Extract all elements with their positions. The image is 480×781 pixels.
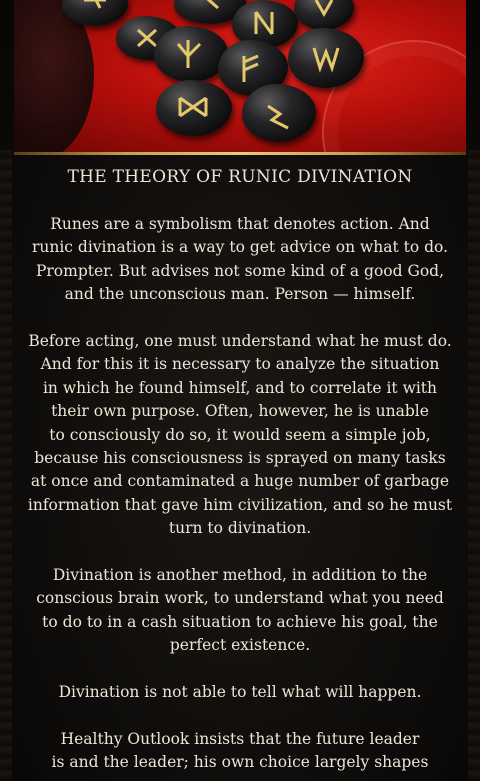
text-line: their own purpose. Often, however, he is unable — [51, 402, 429, 421]
text-line: turn to divination. — [168, 519, 312, 538]
text-line: Before acting, one must understand what he must do. — [28, 332, 452, 351]
spacer — [14, 188, 466, 213]
text-line: to consciously do so, it would seem a simple job, — [49, 425, 431, 444]
text-line: conscious brain work, to understand what you need — [36, 589, 444, 608]
text-line: Divination is another method, in addition to the — [52, 566, 428, 585]
rune-stone-icon — [156, 80, 232, 136]
text-line: is and the leader; his own choice largely shapes — [51, 753, 429, 772]
text-line: runic divination is a way to get advice on what to do. — [31, 238, 449, 257]
spacer — [14, 307, 466, 330]
text-line: Healthy Outlook insists that the future leader — [60, 729, 420, 748]
text-line: Divination is not able to tell what will happen. — [58, 683, 422, 702]
rune-stone-icon — [288, 28, 364, 88]
paragraph — [14, 564, 466, 658]
banner-image — [14, 0, 466, 152]
text-line: because his consciousness is sprayed on many tasks — [34, 449, 446, 468]
rune-stone-icon — [242, 84, 316, 142]
paragraph — [14, 728, 466, 775]
spacer — [14, 704, 466, 727]
rune-stone-icon — [294, 0, 354, 30]
text-line: perfect existence. — [169, 636, 311, 655]
article-body — [14, 158, 466, 781]
banner-gold-divider — [14, 152, 466, 155]
article-title: THE THEORY OF RUNIC DIVINATION — [67, 167, 413, 187]
paragraph — [14, 213, 466, 307]
rune-stone-icon — [154, 26, 228, 82]
text-line: and the unconscious man. Person — himself. — [64, 285, 416, 304]
text-line: to do to in a cash situation to achieve his goal, the — [42, 612, 438, 631]
text-line: And for this it is necessary to analyze the situation — [40, 355, 440, 374]
text-line: information that gave him civilization, and so he must — [27, 495, 453, 514]
text-line: Runes are a symbolism that denotes action. And — [50, 215, 430, 233]
spacer — [14, 658, 466, 681]
text-line: Prompter. But advises not some kind of a good God, — [35, 261, 445, 280]
paragraph — [14, 681, 466, 704]
right-ornament-border — [468, 150, 480, 781]
left-ornament-border — [0, 150, 12, 781]
text-line: in which he found himself, and to correlate it with — [42, 378, 438, 397]
paragraph — [14, 330, 466, 541]
spacer — [14, 541, 466, 564]
text-line: at once and contaminated a huge number of garbage — [30, 472, 450, 491]
